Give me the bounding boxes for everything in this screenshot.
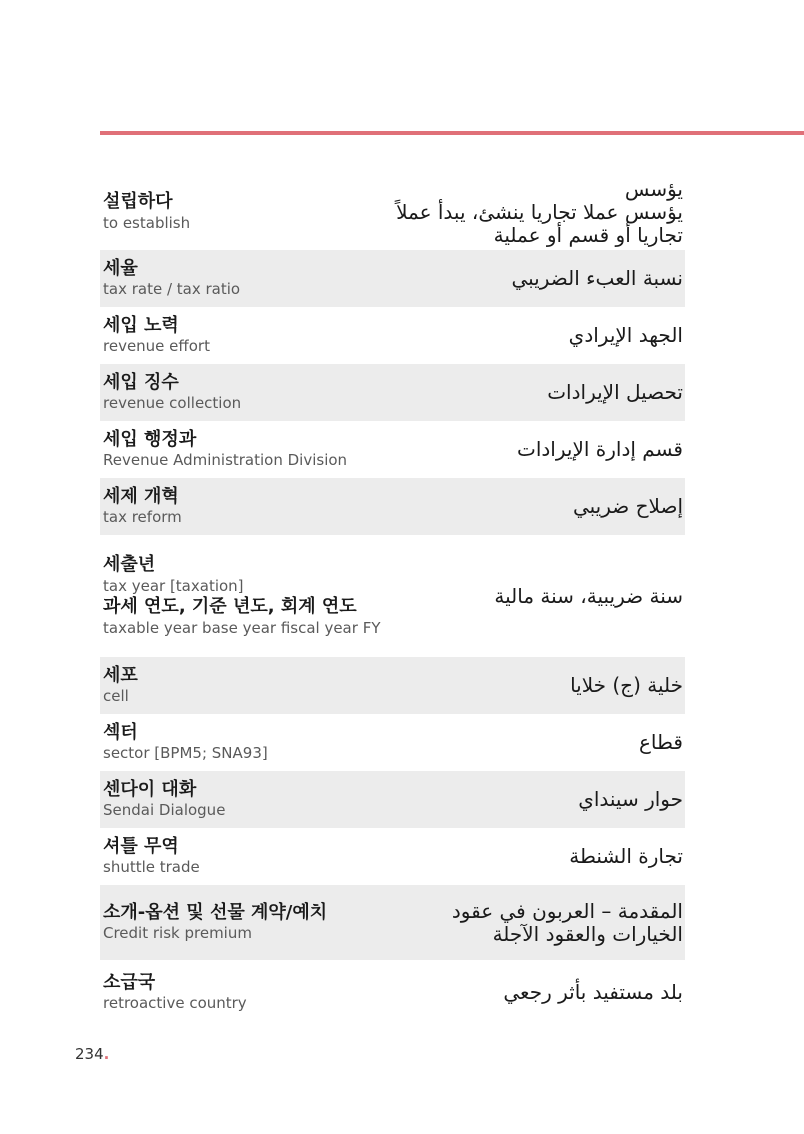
korean-term: 세제 개혁 <box>103 485 179 507</box>
korean-term-alt: 과세 연도, 기준 년도, 회계 연도 <box>103 596 357 617</box>
arabic-term: نسبة العبء الضريبي <box>511 266 683 290</box>
korean-term: 셔틀 무역 <box>103 835 179 857</box>
korean-term: 세입 노력 <box>103 314 179 336</box>
glossary-row <box>100 307 685 364</box>
glossary-row <box>100 828 685 885</box>
glossary-row <box>100 250 685 307</box>
arabic-term: الجهد الإيرادي <box>568 323 683 347</box>
glossary-row <box>100 885 685 960</box>
arabic-term: إصلاح ضريبي <box>572 494 683 518</box>
korean-term: 소개-옵션 및 선물 계약/예치 <box>103 901 328 923</box>
english-term: revenue collection <box>103 394 242 412</box>
page-number-dot: . <box>103 1045 110 1063</box>
arabic-term: قطاع <box>639 730 683 754</box>
glossary-row <box>100 960 685 1025</box>
english-term: Revenue Administration Division <box>103 451 348 469</box>
arabic-term: سنة ضريبية، سنة مالية <box>494 583 683 608</box>
arabic-term: تجارة الشنطة <box>569 844 683 868</box>
glossary-row <box>100 657 685 714</box>
korean-term: 섹터 <box>103 721 138 743</box>
korean-term: 세입 징수 <box>103 371 179 393</box>
english-term: shuttle trade <box>103 858 200 876</box>
english-term: revenue effort <box>103 337 210 355</box>
english-term: tax year [taxation] <box>103 576 244 595</box>
english-term: cell <box>103 687 129 705</box>
english-term-alt: taxable year base year fiscal year FY <box>103 618 381 637</box>
arabic-term: حوار سينداي <box>578 787 683 811</box>
english-term: Credit risk premium <box>103 924 252 942</box>
top-accent-rule <box>100 131 804 135</box>
glossary-row <box>100 714 685 771</box>
english-term: to establish <box>103 213 191 232</box>
arabic-term: خلية (ج) خلايا <box>570 673 683 697</box>
arabic-term: المقدمة – العربون في عقود الخيارات والعقود الآجلة <box>451 898 683 946</box>
korean-term: 세출년 <box>103 554 156 575</box>
glossary-row <box>100 421 685 478</box>
english-term: tax reform <box>103 508 182 526</box>
korean-term: 세포 <box>103 664 138 686</box>
english-term: Sendai Dialogue <box>103 801 226 819</box>
glossary-row <box>100 364 685 421</box>
arabic-term: تحصيل الإيرادات <box>547 380 683 404</box>
glossary-row <box>100 174 685 250</box>
korean-term: 설립하다 <box>103 191 173 212</box>
english-term: sector [BPM5; SNA93] <box>103 744 268 762</box>
korean-term: 세입 행정과 <box>103 428 197 450</box>
glossary-row <box>100 478 685 535</box>
korean-term: 세율 <box>103 257 138 279</box>
english-term: tax rate / tax ratio <box>103 280 241 298</box>
korean-term: 소급국 <box>103 971 156 993</box>
arabic-term: قسم إدارة الإيرادات <box>517 437 683 461</box>
glossary-row <box>100 771 685 828</box>
page-number: 234. <box>75 1045 110 1063</box>
english-term: retroactive country <box>103 994 247 1012</box>
glossary-table <box>100 174 685 1025</box>
glossary-row <box>100 535 685 657</box>
korean-term: 센다이 대화 <box>103 778 197 800</box>
arabic-term: يؤسس يؤسس عملا تجاريا ينشئ، يبدأ عملاً تجاريا أو قسم أو عملية <box>396 176 683 247</box>
arabic-term: بلد مستفيد بأثر رجعي <box>503 980 683 1004</box>
